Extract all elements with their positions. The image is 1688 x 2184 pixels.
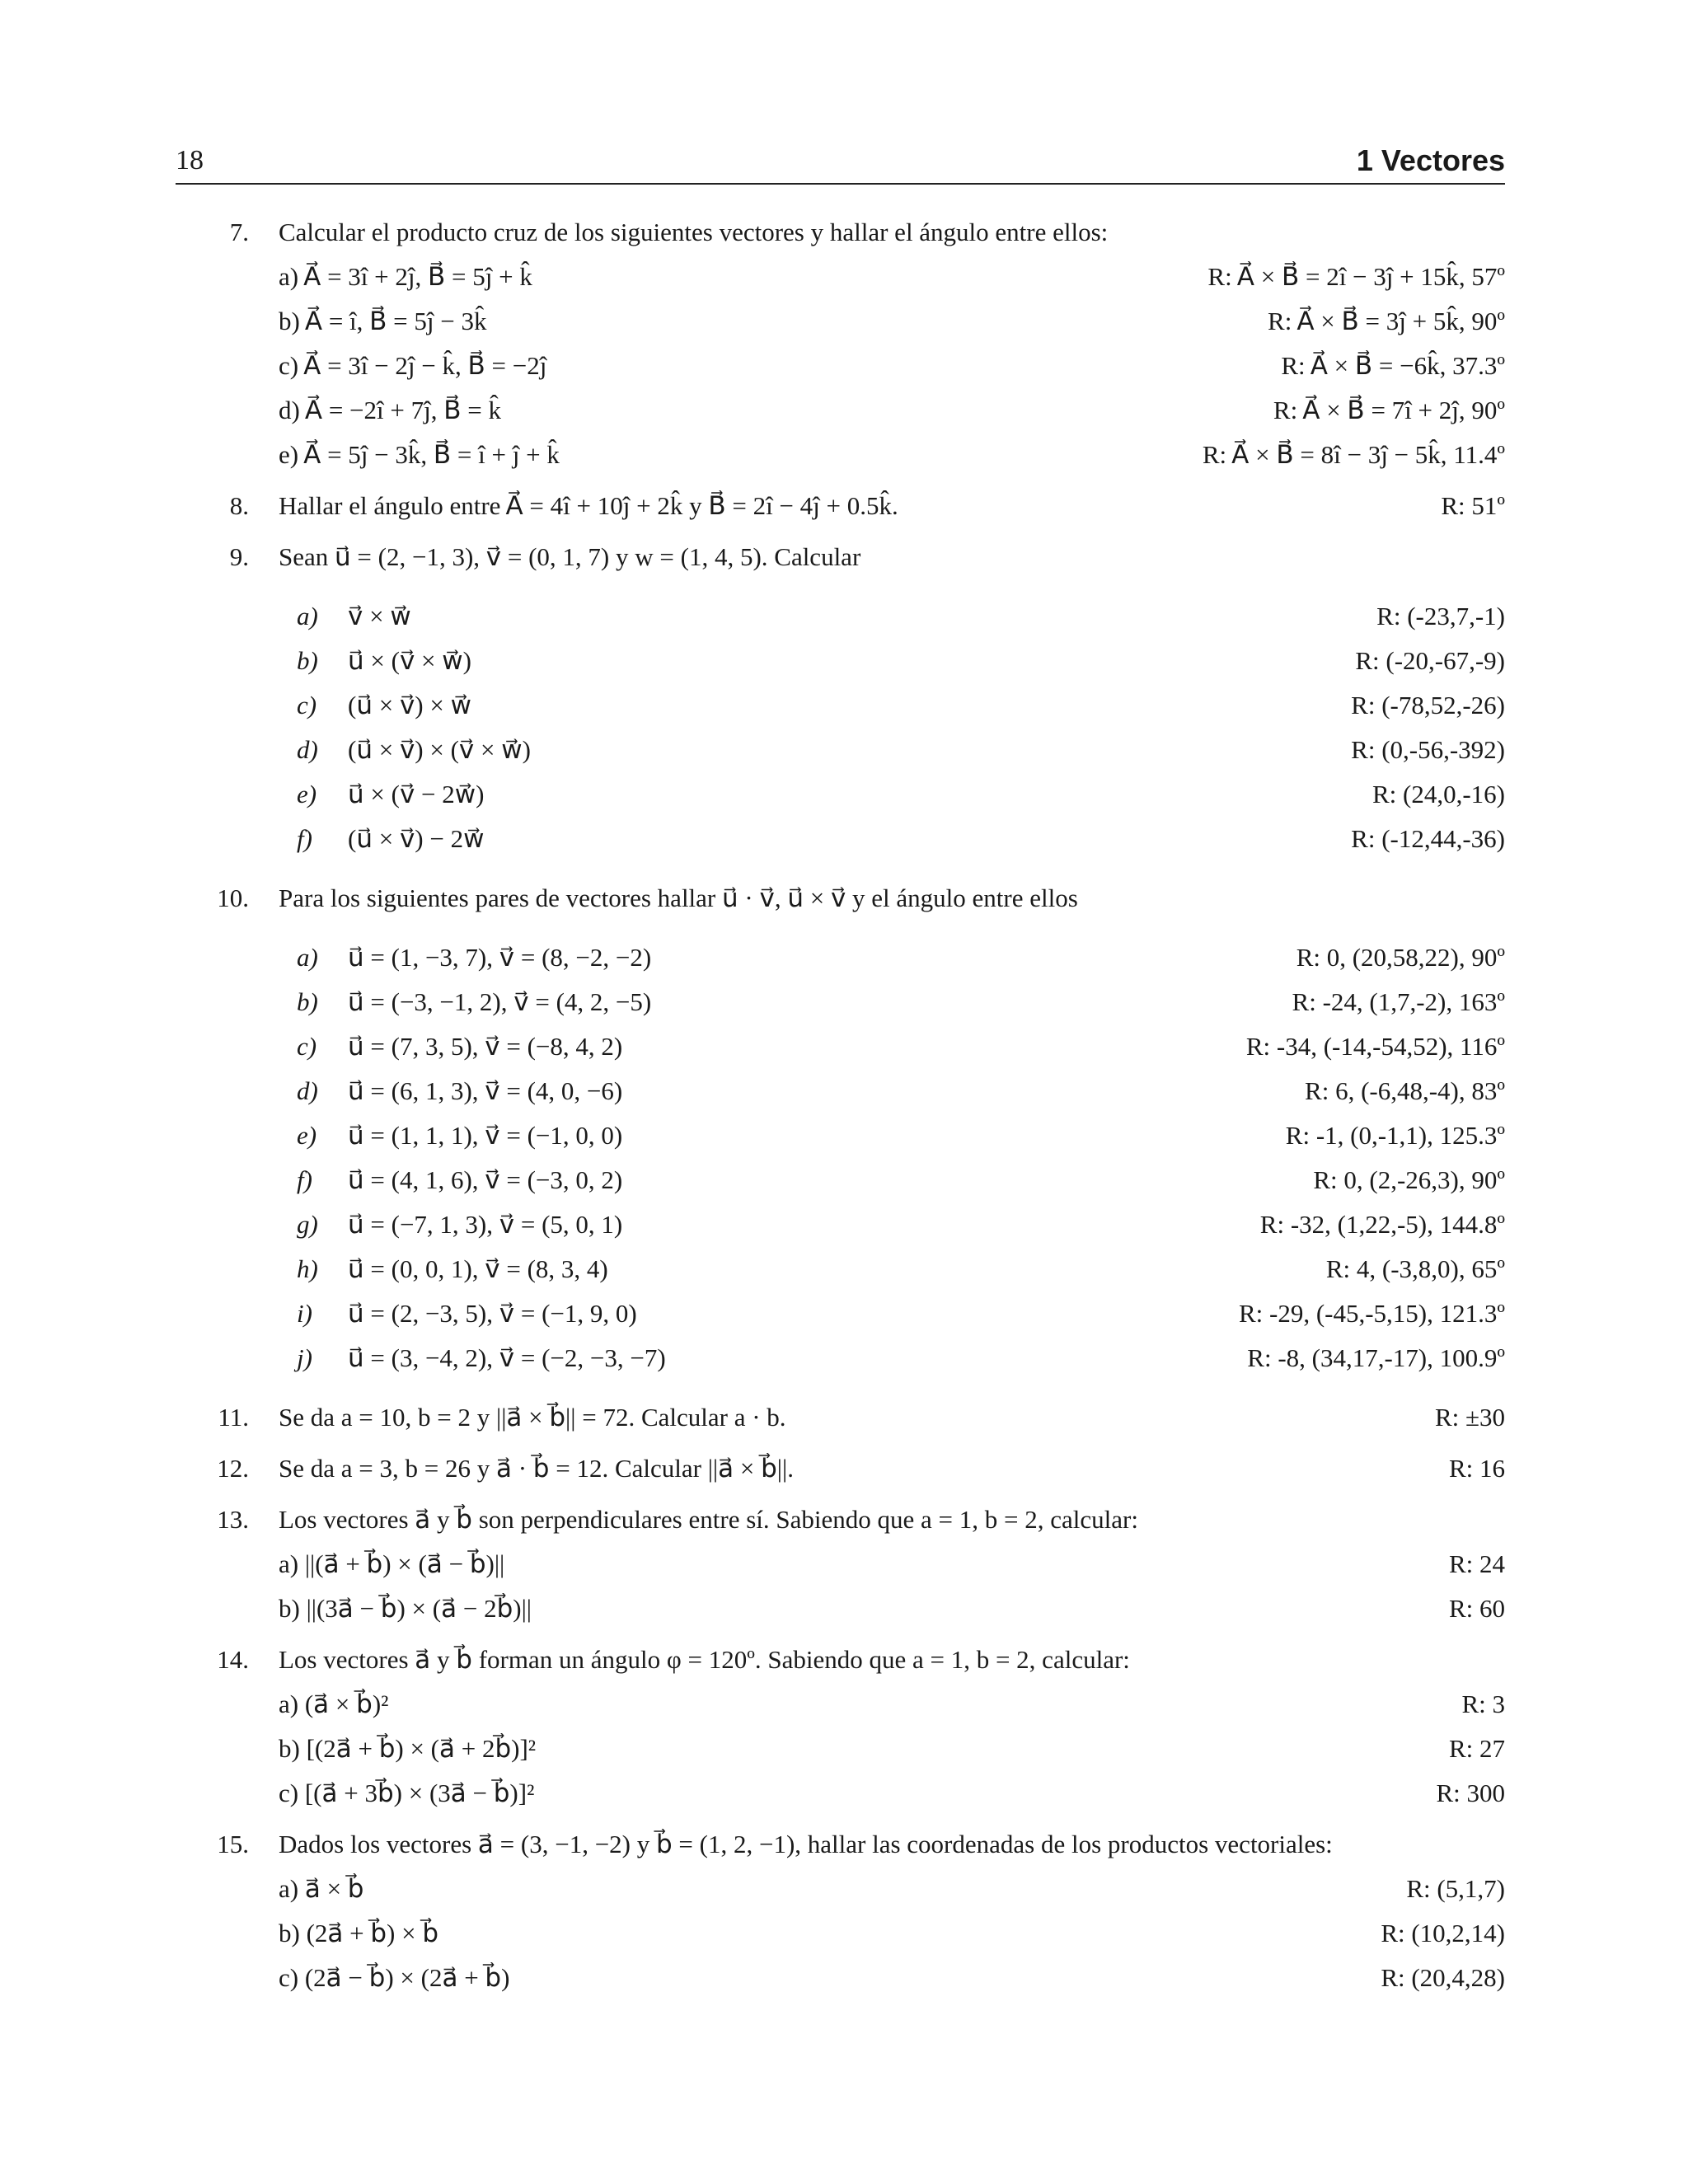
- exercise-part: [198, 639, 1505, 683]
- part-answer: R: (0,-56,-392): [1351, 735, 1505, 764]
- part-answer: R: 6, (-6,48,-4), 83º: [1305, 1076, 1505, 1105]
- part-answer: R: 3: [1461, 1690, 1505, 1718]
- part-label: a): [297, 943, 318, 972]
- part-question: u⃗ = (−3, −1, 2), v⃗ = (4, 2, −5): [348, 987, 652, 1016]
- exercise-statement: [198, 1822, 1505, 1867]
- exercise-11: [198, 1395, 1505, 1440]
- exercise-number: 9.: [229, 542, 249, 571]
- part-question: u⃗ = (2, −3, 5), v⃗ = (−1, 9, 0): [348, 1299, 637, 1328]
- part-question: u⃗ × (v⃗ − 2w⃗): [348, 780, 485, 808]
- exercise-part: [198, 1867, 1505, 1911]
- part-answer: R: 24: [1448, 1549, 1505, 1578]
- part-answer: R: (24,0,-16): [1372, 780, 1505, 808]
- exercise-statement: [198, 1446, 1505, 1491]
- part-label: c): [297, 691, 317, 719]
- part-question: u⃗ = (1, −3, 7), v⃗ = (8, −2, −2): [348, 943, 652, 972]
- exercise-part: [198, 1113, 1505, 1158]
- exercise-number: 10.: [217, 883, 249, 912]
- part-answer: R: -29, (-45,-5,15), 121.3º: [1238, 1299, 1505, 1328]
- exercise-part: [198, 1336, 1505, 1380]
- exercise-13: [198, 1497, 1505, 1631]
- exercise-part: [198, 772, 1505, 817]
- part-question: a) A⃗ = 3î + 2ĵ, B⃗ = 5ĵ + k̂: [279, 262, 532, 291]
- part-answer: R: 0, (20,58,22), 90º: [1296, 943, 1505, 972]
- exercise-statement: [198, 1497, 1505, 1542]
- exercise-part: [198, 255, 1505, 299]
- exercise-part: [198, 1727, 1505, 1771]
- part-label: f): [297, 1165, 312, 1194]
- exercise-number: 12.: [217, 1454, 249, 1483]
- page-header: [176, 140, 1505, 185]
- part-answer: R: 4, (-3,8,0), 65º: [1325, 1254, 1505, 1283]
- part-question: u⃗ × (v⃗ × w⃗): [348, 646, 471, 675]
- part-question: u⃗ = (7, 3, 5), v⃗ = (−8, 4, 2): [348, 1032, 623, 1061]
- part-question: u⃗ = (4, 1, 6), v⃗ = (−3, 0, 2): [348, 1165, 623, 1194]
- part-label: f): [297, 824, 312, 853]
- part-answer: R: -1, (0,-1,1), 125.3º: [1285, 1121, 1505, 1150]
- exercise-statement: [198, 1395, 1505, 1440]
- part-answer: R: A⃗ × B⃗ = 2î − 3ĵ + 15k̂, 57º: [1207, 262, 1505, 291]
- exercise-statement: [198, 876, 1505, 921]
- exercise-part: [198, 1682, 1505, 1727]
- part-label: b): [297, 987, 318, 1016]
- part-answer: R: -8, (34,17,-17), 100.9º: [1247, 1343, 1505, 1372]
- part-question: c) [(a⃗ + 3b⃗) × (3a⃗ − b⃗)]²: [279, 1779, 535, 1807]
- part-question: (u⃗ × v⃗) × w⃗: [348, 691, 471, 719]
- statement-text: Sean u⃗ = (2, −1, 3), v⃗ = (0, 1, 7) y w = (1, 4, 5). Calcular: [279, 542, 861, 571]
- exercise-statement: [198, 210, 1505, 255]
- exercise-answer: R: ±30: [1434, 1403, 1505, 1432]
- part-answer: R: (5,1,7): [1406, 1874, 1505, 1903]
- exercise-part: [198, 344, 1505, 388]
- part-question: (u⃗ × v⃗) − 2w⃗: [348, 824, 485, 853]
- exercise-12: [198, 1446, 1505, 1491]
- exercise-part: [198, 1291, 1505, 1336]
- exercise-number: 7.: [229, 218, 249, 246]
- exercise-answer: R: 16: [1448, 1454, 1505, 1483]
- part-question: u⃗ = (3, −4, 2), v⃗ = (−2, −3, −7): [348, 1343, 666, 1372]
- exercise-part: [198, 1024, 1505, 1069]
- part-question: c) (2a⃗ − b⃗) × (2a⃗ + b⃗): [279, 1963, 510, 1992]
- part-label: j): [297, 1343, 312, 1372]
- exercise-part: [198, 1247, 1505, 1291]
- exercise-number: 13.: [217, 1505, 249, 1534]
- part-label: a): [297, 602, 318, 630]
- part-answer: R: A⃗ × B⃗ = 7î + 2ĵ, 90º: [1273, 396, 1505, 424]
- part-answer: R: A⃗ × B⃗ = 8î − 3ĵ − 5k̂, 11.4º: [1202, 440, 1505, 469]
- exercise-part: [198, 935, 1505, 980]
- part-question: b) [(2a⃗ + b⃗) × (a⃗ + 2b⃗)]²: [279, 1734, 537, 1763]
- part-answer: R: (-23,7,-1): [1376, 602, 1505, 630]
- part-answer: R: 0, (2,-26,3), 90º: [1313, 1165, 1505, 1194]
- exercise-part: [198, 728, 1505, 772]
- part-question: a) ||(a⃗ + b⃗) × (a⃗ − b⃗)||: [279, 1549, 505, 1578]
- part-question: b) A⃗ = î, B⃗ = 5ĵ − 3k̂: [279, 307, 487, 335]
- exercise-9: [198, 535, 1505, 861]
- statement-text: Dados los vectores a⃗ = (3, −1, −2) y b⃗ = (1, 2, −1), hallar las coordenadas de los productos vectoriales:: [279, 1830, 1333, 1858]
- part-question: e) A⃗ = 5ĵ − 3k̂, B⃗ = î + ĵ + k̂: [279, 440, 560, 469]
- exercise-part: [198, 594, 1505, 639]
- exercise-15: [198, 1822, 1505, 2000]
- exercise-part: [198, 1771, 1505, 1816]
- exercise-10: [198, 876, 1505, 1380]
- part-answer: R: -34, (-14,-54,52), 116º: [1245, 1032, 1505, 1061]
- exercise-number: 11.: [218, 1403, 249, 1432]
- statement-text: Los vectores a⃗ y b⃗ son perpendiculares entre sí. Sabiendo que a = 1, b = 2, calcular:: [279, 1505, 1138, 1534]
- part-question: u⃗ = (6, 1, 3), v⃗ = (4, 0, −6): [348, 1076, 623, 1105]
- exercise-part: [198, 388, 1505, 433]
- part-label: e): [297, 780, 317, 808]
- part-answer: R: (-78,52,-26): [1351, 691, 1505, 719]
- exercise-part: [198, 1158, 1505, 1202]
- statement-text: Los vectores a⃗ y b⃗ forman un ángulo φ = 120º. Sabiendo que a = 1, b = 2, calcular:: [279, 1645, 1130, 1674]
- exercise-number: 8.: [229, 491, 249, 520]
- part-question: d) A⃗ = −2î + 7ĵ, B⃗ = k̂: [279, 396, 501, 424]
- part-question: b) ||(3a⃗ − b⃗) × (a⃗ − 2b⃗)||: [279, 1594, 532, 1623]
- chapter-title: 1 Vectores: [1356, 143, 1505, 177]
- part-answer: R: -24, (1,7,-2), 163º: [1292, 987, 1505, 1016]
- exercise-list: [198, 210, 1505, 2000]
- part-question: a) a⃗ × b⃗: [279, 1874, 364, 1903]
- part-answer: R: (10,2,14): [1381, 1919, 1505, 1947]
- part-label: g): [297, 1210, 318, 1239]
- exercise-part: [198, 433, 1505, 477]
- part-label: b): [297, 646, 318, 675]
- statement-text: Se da a = 10, b = 2 y ||a⃗ × b⃗|| = 72. Calcular a · b.: [279, 1403, 786, 1432]
- exercise-part: [198, 1202, 1505, 1247]
- exercise-statement: [198, 1638, 1505, 1682]
- exercise-part: [198, 817, 1505, 861]
- part-answer: R: (-20,-67,-9): [1355, 646, 1505, 675]
- exercise-statement: [198, 484, 1505, 528]
- part-label: d): [297, 1076, 318, 1105]
- part-question: u⃗ = (−7, 1, 3), v⃗ = (5, 0, 1): [348, 1210, 623, 1239]
- part-label: h): [297, 1254, 318, 1283]
- exercise-part: [198, 1586, 1505, 1631]
- part-answer: R: (-12,44,-36): [1351, 824, 1505, 853]
- exercise-part: [198, 299, 1505, 344]
- page-number: 18: [176, 145, 204, 176]
- statement-text: Se da a = 3, b = 26 y a⃗ · b⃗ = 12. Calcular ||a⃗ × b⃗||.: [279, 1454, 794, 1483]
- part-question: (u⃗ × v⃗) × (v⃗ × w⃗): [348, 735, 531, 764]
- statement-text: Para los siguientes pares de vectores hallar u⃗ · v⃗, u⃗ × v⃗ y el ángulo entre ellos: [279, 883, 1078, 912]
- exercise-number: 14.: [217, 1645, 249, 1674]
- exercise-14: [198, 1638, 1505, 1816]
- part-answer: R: A⃗ × B⃗ = −6k̂, 37.3º: [1281, 351, 1505, 380]
- exercise-statement: [198, 535, 1505, 579]
- exercise-part: [198, 1956, 1505, 2000]
- part-label: i): [297, 1299, 312, 1328]
- part-answer: R: (20,4,28): [1381, 1963, 1505, 1992]
- part-question: u⃗ = (0, 0, 1), v⃗ = (8, 3, 4): [348, 1254, 608, 1283]
- part-answer: R: 300: [1436, 1779, 1505, 1807]
- exercise-answer: R: 51º: [1441, 491, 1505, 520]
- statement-text: Calcular el producto cruz de los siguientes vectores y hallar el ángulo entre ellos:: [279, 218, 1109, 246]
- part-label: c): [297, 1032, 317, 1061]
- exercise-7: [198, 210, 1505, 477]
- part-answer: R: A⃗ × B⃗ = 3ĵ + 5k̂, 90º: [1268, 307, 1505, 335]
- exercise-part: [198, 980, 1505, 1024]
- part-answer: R: -32, (1,22,-5), 144.8º: [1259, 1210, 1505, 1239]
- exercise-part: [198, 1542, 1505, 1586]
- part-question: c) A⃗ = 3î − 2ĵ − k̂, B⃗ = −2ĵ: [279, 351, 547, 380]
- exercise-part: [198, 1911, 1505, 1956]
- statement-text: Hallar el ángulo entre A⃗ = 4î + 10ĵ + 2k̂ y B⃗ = 2î − 4ĵ + 0.5k̂.: [279, 491, 898, 520]
- exercise-part: [198, 1069, 1505, 1113]
- exercise-8: [198, 484, 1505, 528]
- part-question: a) (a⃗ × b⃗)²: [279, 1690, 389, 1718]
- exercise-part: [198, 683, 1505, 728]
- part-question: v⃗ × w⃗: [348, 602, 411, 630]
- part-label: d): [297, 735, 318, 764]
- part-answer: R: 27: [1448, 1734, 1505, 1763]
- part-question: u⃗ = (1, 1, 1), v⃗ = (−1, 0, 0): [348, 1121, 623, 1150]
- part-label: e): [297, 1121, 317, 1150]
- part-answer: R: 60: [1448, 1594, 1505, 1623]
- exercise-number: 15.: [217, 1830, 249, 1858]
- part-question: b) (2a⃗ + b⃗) × b⃗: [279, 1919, 439, 1947]
